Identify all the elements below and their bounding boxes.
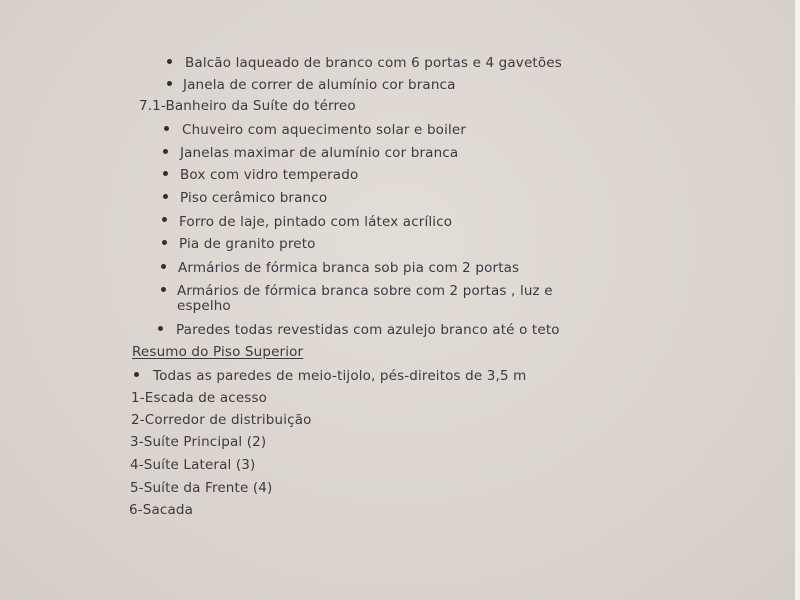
room-item: 3-Suíte Principal (2) [130, 434, 267, 450]
bullet-icon [163, 149, 168, 154]
list-item: Box com vidro temperado [180, 167, 359, 183]
list-item: Janelas maximar de alumínio cor branca [180, 145, 459, 161]
bullet-icon [163, 194, 168, 199]
bullet-icon [161, 264, 166, 269]
list-item: Chuveiro com aquecimento solar e boiler [182, 122, 467, 138]
list-item: Piso cerâmico branco [180, 190, 328, 206]
bullet-icon [134, 372, 139, 377]
bullet-icon [164, 126, 169, 131]
bullet-icon [158, 326, 163, 331]
list-item: Janela de correr de alumínio cor branca [183, 77, 456, 93]
list-item-continuation: espelho [177, 298, 231, 314]
page-edge [795, 0, 800, 600]
bullet-icon [161, 287, 166, 292]
list-item: Pia de granito preto [179, 236, 316, 252]
section-heading-bathroom: 7.1-Banheiro da Suíte do térreo [139, 98, 356, 114]
section-heading-upper-floor: Resumo do Piso Superior [132, 344, 304, 360]
list-item: Forro de laje, pintado com látex acrílico [179, 214, 453, 230]
bullet-icon [163, 171, 168, 176]
room-item: 4-Suíte Lateral (3) [130, 457, 256, 473]
room-item: 2-Corredor de distribuição [131, 412, 312, 428]
bullet-icon [167, 81, 172, 86]
list-item: Todas as paredes de meio-tijolo, pés-direitos de 3,5 m [153, 368, 527, 384]
bullet-icon [162, 240, 167, 245]
bullet-icon [167, 59, 172, 64]
list-item: Armários de fórmica branca sob pia com 2 portas [178, 260, 520, 276]
room-item: 5-Suíte da Frente (4) [130, 480, 273, 496]
room-item: 6-Sacada [129, 502, 194, 518]
bullet-icon [162, 217, 167, 222]
list-item: Paredes todas revestidas com azulejo branco até o teto [176, 322, 560, 338]
room-item: 1-Escada de acesso [131, 390, 268, 406]
list-item: Balcão laqueado de branco com 6 portas e 4 gavetões [185, 55, 562, 71]
list-item: Armários de fórmica branca sobre com 2 portas , luz e [177, 283, 553, 299]
